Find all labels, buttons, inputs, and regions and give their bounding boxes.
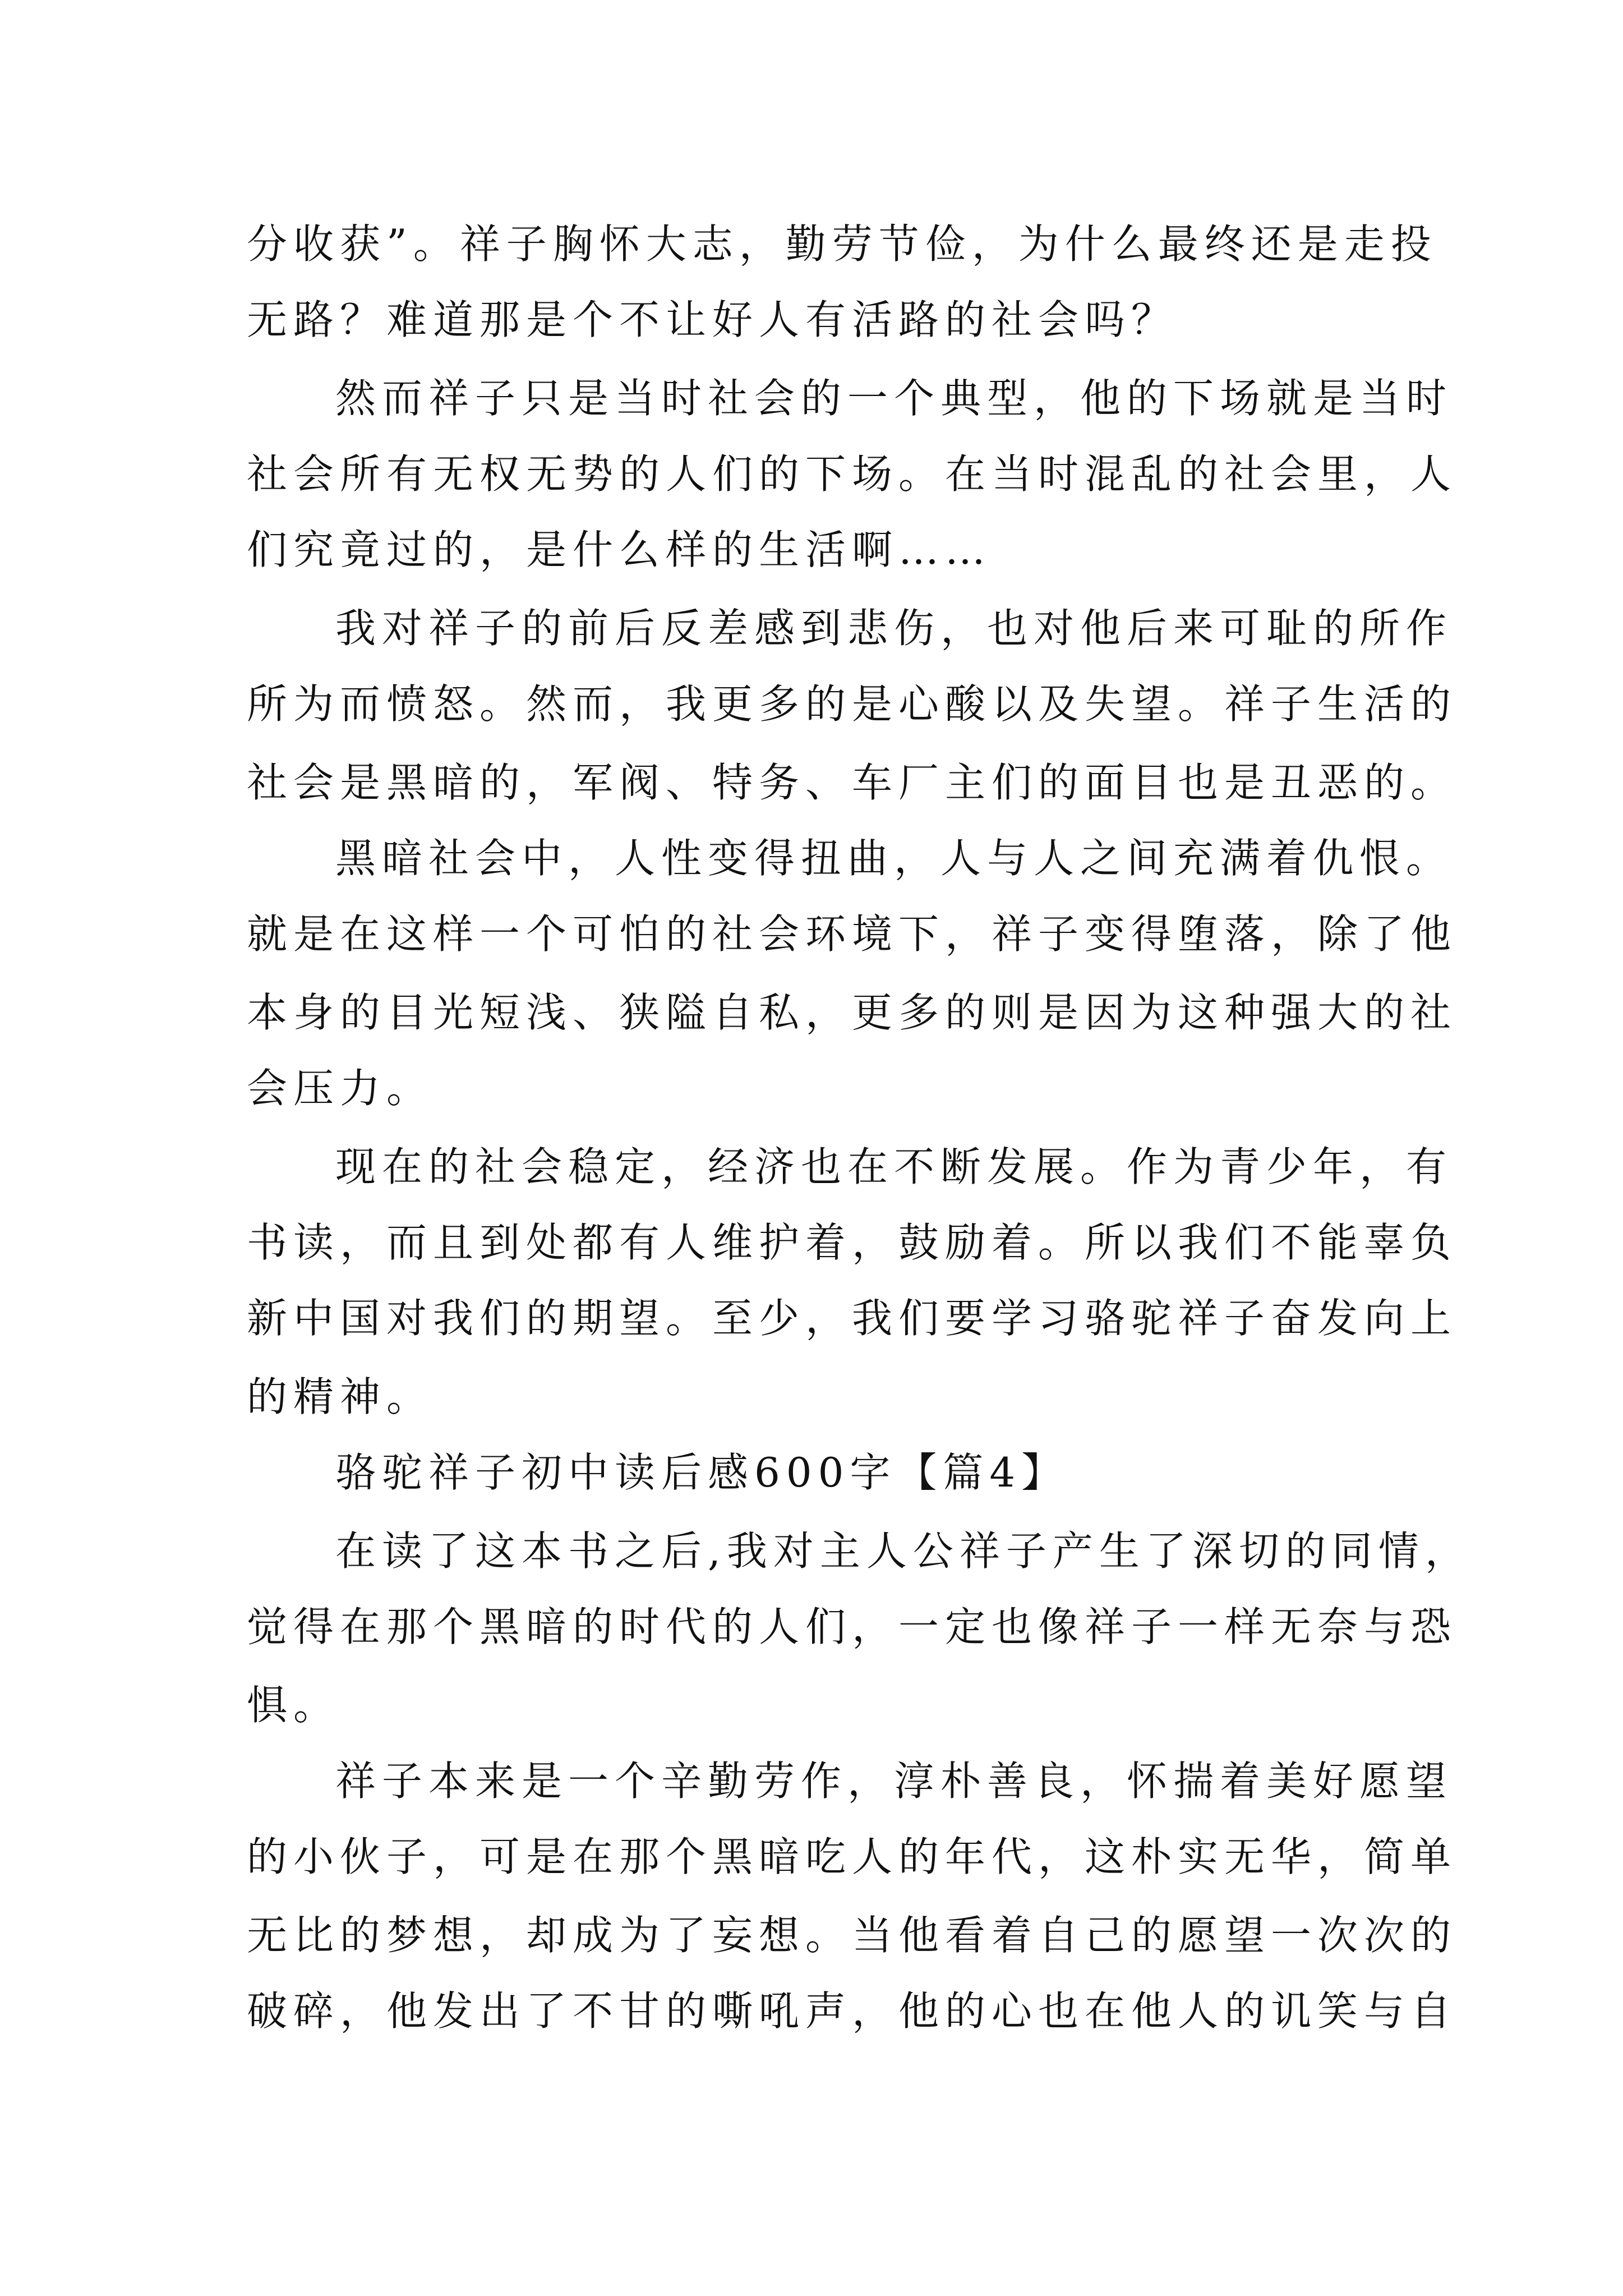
text-line: 会压力。 [247, 1065, 434, 1112]
text-line: 的精神。 [247, 1373, 434, 1420]
text-line: 社会是黑暗的，军阀、特务、车厂主们的面目也是丑恶的。 [247, 759, 1458, 806]
paragraph-start-line: 在读了这本书之后,我对主人公祥子产生了深切的同情， [335, 1527, 1472, 1575]
paragraph-start-line: 然而祥子只是当时社会的一个典型，他的下场就是当时 [335, 375, 1453, 422]
text-line: 分收获”。祥子胸怀大志，勤劳节俭，为什么最终还是走投 [247, 220, 1437, 268]
paragraph-start-line: 黑暗社会中，人性变得扭曲，人与人之间充满着仇恨。 [335, 835, 1453, 882]
section-heading: 骆驼祥子初中读后感600字【篇4】 [335, 1449, 1068, 1496]
text-line: 们究竟过的，是什么样的生活啊…… [247, 526, 992, 573]
text-line: 惧。 [247, 1682, 340, 1729]
text-line: 新中国对我们的期望。至少，我们要学习骆驼祥子奋发向上 [247, 1295, 1458, 1342]
text-line: 书读，而且到处都有人维护着，鼓励着。所以我们不能辜负 [247, 1219, 1458, 1266]
paragraph-start-line: 祥子本来是一个辛勤劳作，淳朴善良，怀揣着美好愿望 [335, 1757, 1453, 1805]
text-line: 无路？难道那是个不让好人有活路的社会吗？ [247, 296, 1178, 343]
text-line: 所为而愤怒。然而，我更多的是心酸以及失望。祥子生活的 [247, 680, 1458, 728]
text-line: 社会所有无权无势的人们的下场。在当时混乱的社会里，人 [247, 450, 1458, 498]
paragraph-start-line: 我对祥子的前后反差感到悲伤，也对他后来可耻的所作 [335, 605, 1453, 652]
text-line: 的小伙子，可是在那个黑暗吃人的年代，这朴实无华，简单 [247, 1833, 1458, 1880]
text-line: 就是在这样一个可怕的社会环境下，祥子变得堕落，除了他 [247, 910, 1458, 958]
text-line: 本身的目光短浅、狭隘自私，更多的则是因为这种强大的社 [247, 989, 1458, 1036]
paragraph-start-line: 现在的社会稳定，经济也在不断发展。作为青少年，有 [335, 1143, 1453, 1190]
text-line: 破碎，他发出了不甘的嘶吼声，他的心也在他人的讥笑与自 [247, 1987, 1458, 2035]
text-line: 无比的梦想，却成为了妄想。当他看着自己的愿望一次次的 [247, 1912, 1458, 1959]
text-line: 觉得在那个黑暗的时代的人们，一定也像祥子一样无奈与恐 [247, 1603, 1458, 1650]
